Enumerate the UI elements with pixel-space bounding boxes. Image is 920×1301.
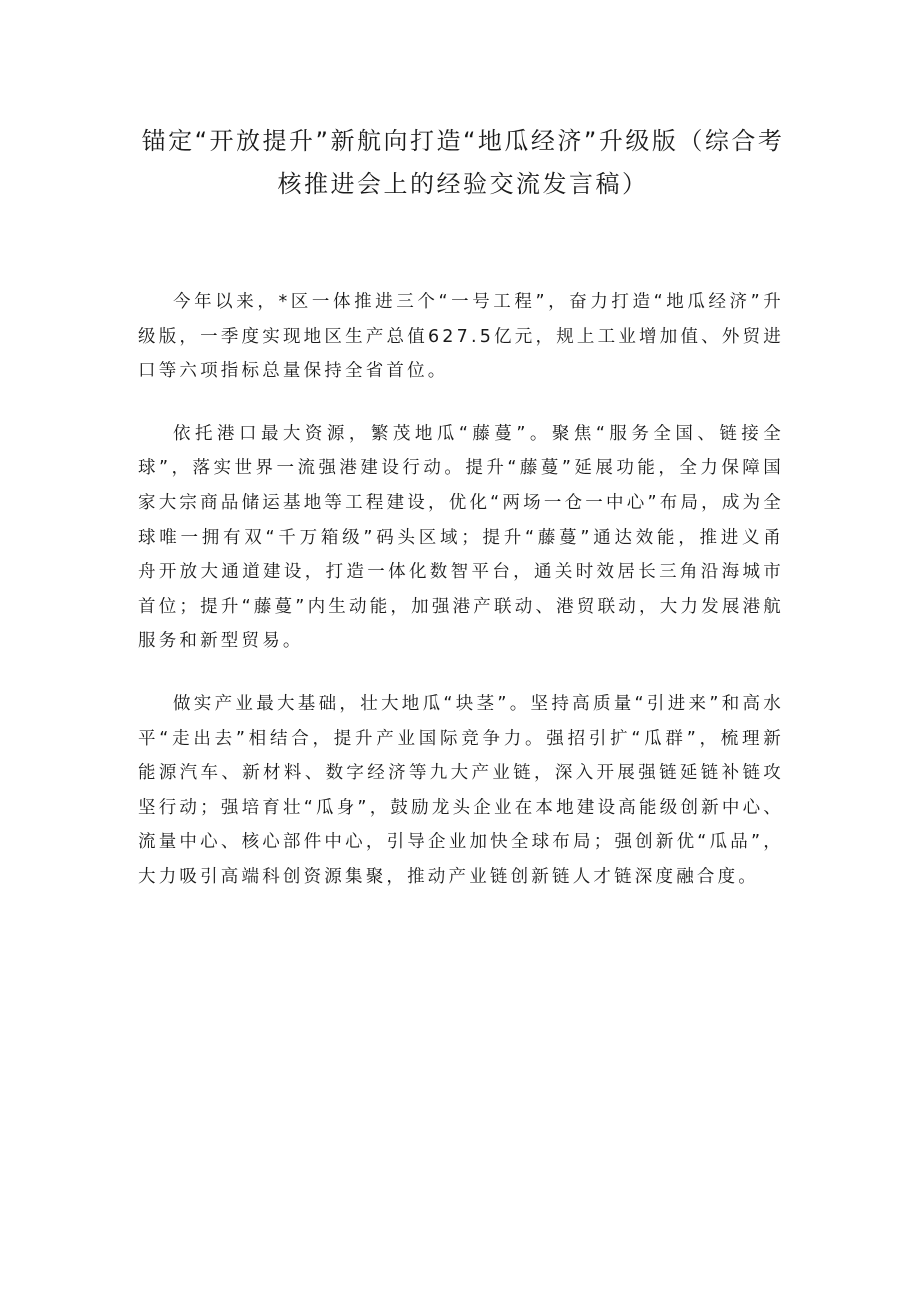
paragraph-intro: 今年以来，*区一体推进三个“一号工程”，奋力打造“地瓜经济”升级版，一季度实现地区生产总值627.5亿元，规上工业增加值、外贸进口等六项指标总量保持全省首位。 [138,292,784,382]
document-title: 锚定“开放提升”新航向打造“地瓜经济”升级版（综合考核推进会上的经验交流发言稿） [141,127,785,198]
document-body [138,285,784,923]
paragraph-industry-foundation: 做实产业最大基础，壮大地瓜“块茎”。坚持高质量“引进来”和高水平“走出去”相结合，提升产业国际竞争力。强招引扩“瓜群”，梳理新能源汽车、新材料、数字经济等九大产业链，深入开展强链延链补链攻坚行动；强培育壮“瓜身”，鼓励龙头企业在本地建设高能级创新中心、流量中心、核心部件中心，引导企业加快全球布局；强创新优“瓜品”，大力吸引高端科创资源集聚，推动产业链创新链人才链深度融合度。 [138,693,784,887]
paragraph-port-resources: 依托港口最大资源，繁茂地瓜“藤蔓”。聚焦“服务全国、链接全球”，落实世界一流强港建设行动。提升“藤蔓”延展功能，全力保障国家大宗商品储运基地等工程建设，优化“两场一仓一中心”布局，成为全球唯一拥有双“千万箱级”码头区域；提升“藤蔓”通达效能，推进义甬舟开放大通道建设，打造一体化数智平台，通关时效居长三角沿海城市首位；提升“藤蔓”内生动能，加强港产联动、港贸联动，大力发展港航服务和新型贸易。 [138,423,784,652]
